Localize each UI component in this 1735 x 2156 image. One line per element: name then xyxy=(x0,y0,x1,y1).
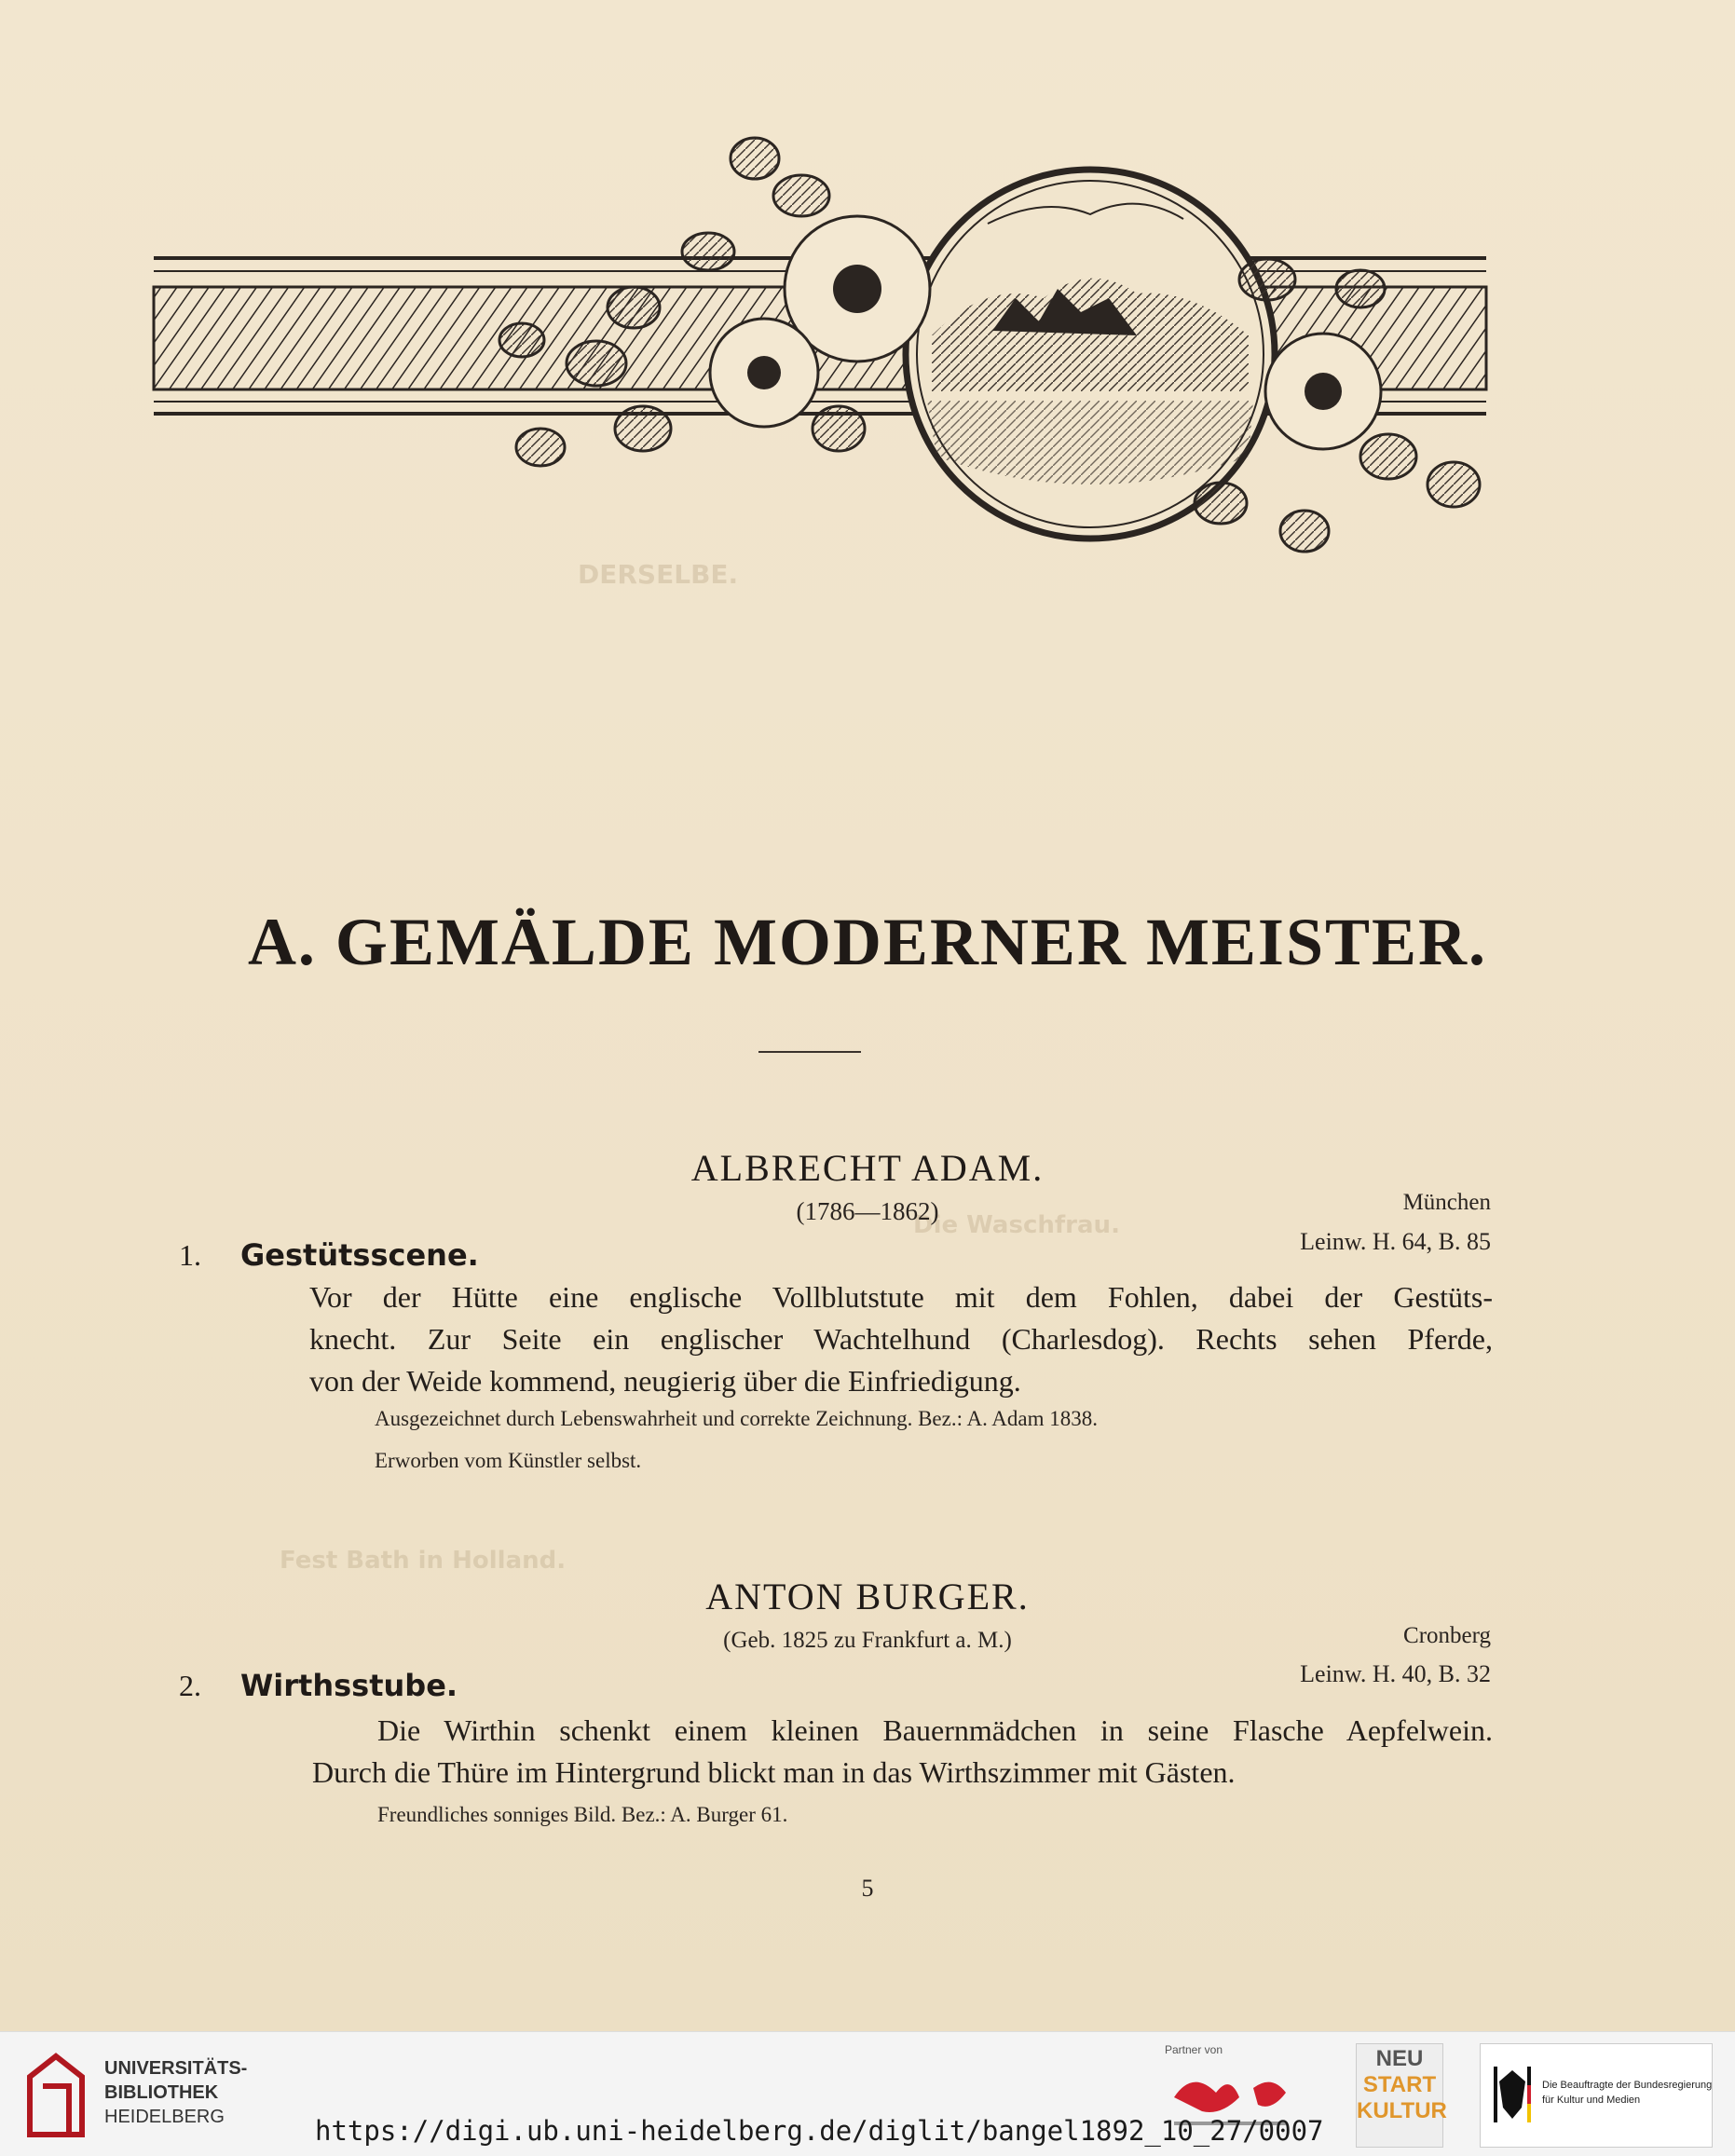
entry-title: Wirthsstube. xyxy=(240,1668,458,1703)
bleed-through: DERSELBE. xyxy=(578,559,739,590)
bleed-through: Fest Bath in Holland. xyxy=(280,1547,567,1575)
bkm-text: Die Beauftragte der Bundesregierung xyxy=(1542,2080,1713,2091)
neustart-text: START xyxy=(1362,2072,1437,2097)
divider xyxy=(758,1051,861,1053)
artist-dates: (1786—1862) xyxy=(796,1197,939,1225)
canvas-dimensions: Leinw. H. 64, B. 85 xyxy=(1300,1228,1491,1255)
artist-name: ANTON BURGER. xyxy=(705,1576,1030,1617)
bkm-logo[interactable] xyxy=(1480,2043,1713,2148)
page-number: 5 xyxy=(861,1875,874,1902)
description xyxy=(377,1710,1493,1752)
description xyxy=(309,1276,1493,1318)
note: Freundliches sonniges Bild. Bez.: A. Burger 61. xyxy=(377,1803,788,1826)
artist-location: Cronberg xyxy=(1403,1623,1491,1648)
description-line: knecht. Zur Seite ein englischer Wachtelhund (Charlesdog). Rechts sehen Pferde, xyxy=(309,1322,1493,1356)
neustart-kultur-logo[interactable] xyxy=(1356,2043,1447,2148)
library-name-line: BIBLIOTHEK xyxy=(104,2082,219,2103)
description-line: Die Wirthin schenkt einem kleinen Bauernmädchen in seine Flasche Aepfelwein. xyxy=(377,1713,1493,1747)
description-line: Vor der Hütte eine englische Vollblutstute mit dem Fohlen, dabei der Gestüts- xyxy=(309,1280,1493,1314)
partner-label: Partner von xyxy=(1165,2043,1223,2056)
entry-number: 2. xyxy=(179,1669,201,1702)
entry-number: 1. xyxy=(179,1238,201,1272)
canvas-dimensions: Leinw. H. 40, B. 32 xyxy=(1300,1660,1491,1687)
source-url-link[interactable]: https://digi.ub.uni-heidelberg.de/diglit/bangel1892_10_27/0007 xyxy=(315,2115,1324,2147)
bkm-text: für Kultur und Medien xyxy=(1542,2095,1641,2106)
description-line: Durch die Thüre im Hintergrund blickt man in das Wirthszimmer mit Gästen. xyxy=(312,1755,1236,1789)
entry-title: Gestütsscene. xyxy=(240,1237,479,1273)
neustart-text: NEU xyxy=(1375,2046,1424,2071)
artist-name: ALBRECHT ADAM. xyxy=(690,1147,1045,1189)
section-heading: A. GEMÄLDE MODERNER MEISTER. xyxy=(247,905,1488,979)
entry-heading xyxy=(179,1237,479,1273)
description xyxy=(312,1752,1496,1794)
description xyxy=(309,1318,1493,1360)
neustart-text: KULTUR xyxy=(1357,2098,1447,2123)
floral-landscape-vignette xyxy=(149,121,1491,596)
artist-dates: (Geb. 1825 zu Frankfurt a. M.) xyxy=(723,1628,1012,1653)
library-name-line: HEIDELBERG xyxy=(104,2107,225,2127)
entry-heading xyxy=(179,1668,458,1703)
note: Ausgezeichnet durch Lebenswahrheit und correkte Zeichnung. Bez.: A. Adam 1838. xyxy=(375,1407,1099,1430)
description-line: von der Weide kommend, neugierig über die Einfriedigung. xyxy=(309,1364,1021,1398)
note: Erworben vom Künstler selbst. xyxy=(375,1449,642,1472)
university-library-logo-icon[interactable] xyxy=(20,2049,91,2142)
library-name-line: UNIVERSITÄTS- xyxy=(104,2058,248,2079)
description xyxy=(309,1360,1493,1402)
federal-eagle-icon xyxy=(1494,2067,1531,2122)
artist-location: München xyxy=(1402,1190,1491,1215)
bleed-through: Die Waschfrau. xyxy=(913,1211,1120,1239)
